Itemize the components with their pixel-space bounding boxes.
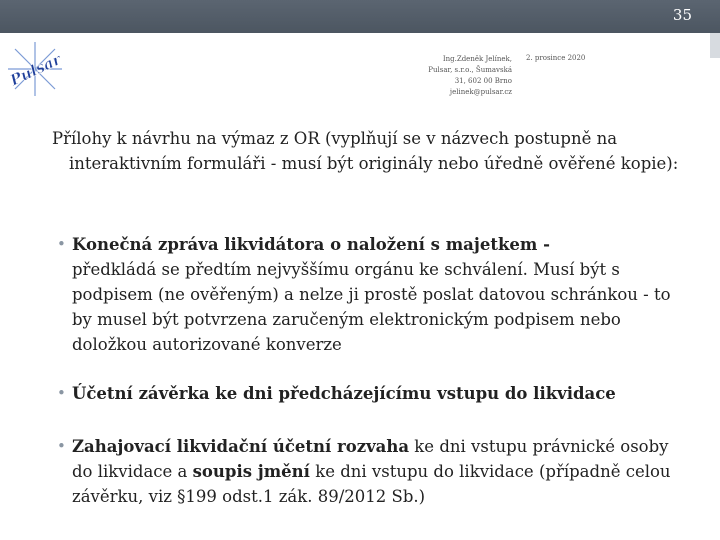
- bullet-item-final-report: [57, 232, 685, 357]
- top-bar: [0, 0, 720, 33]
- bullet-icon: •: [57, 235, 66, 253]
- intro-first-line: Přílohy k návrhu na výmaz z OR (vyplňují se v názvech postupně na: [52, 129, 618, 148]
- bullet-bold: soupis jmění: [192, 462, 310, 481]
- bullet-bold: Zahajovací likvidační účetní rozvaha: [72, 437, 410, 456]
- date: 2. prosince 2020: [526, 54, 586, 62]
- intro-continuation: interaktivním formuláři - musí být originály nebo úředně ověřené kopie):: [69, 154, 679, 173]
- bullet-item-financial-statement: [57, 381, 685, 406]
- bullet-icon: •: [57, 437, 66, 455]
- author-info: [380, 54, 512, 98]
- pulsar-logo: [6, 40, 64, 98]
- author-line: 31, 602 00 Brno: [454, 77, 512, 85]
- bullet-bold: Konečná zpráva likvidátora o naložení s majetkem -: [72, 235, 550, 254]
- right-stripe: [710, 33, 720, 58]
- author-line: Ing.Zdeněk Jelínek,: [442, 55, 512, 63]
- bullet-body: ke dni vstupu právnické osoby do likvidace a: [72, 437, 669, 481]
- bullet-body: ke dni vstupu do likvidace (případně celou závěrku, viz §199 odst.1 zák. 89/2012 Sb.): [72, 462, 671, 506]
- bullet-item-opening-balance: [57, 434, 685, 509]
- intro-paragraph: [52, 126, 692, 176]
- author-line: jelinek@pulsar.cz: [449, 88, 512, 96]
- author-line: Pulsar, s.r.o., Šumavská: [428, 66, 512, 74]
- bullet-icon: •: [57, 384, 66, 402]
- logo-text: Pulsar: [7, 50, 64, 90]
- bullet-body: předkládá se předtím nejvyššímu orgánu ke schválení. Musí být s podpisem (ne ověřeným) a nelze ji prostě poslat datovou schránkou - to by musel být potvrzena zaručeným elektronickým podpisem nebo doložkou autorizované konverze: [72, 260, 671, 354]
- bullet-bold: Účetní závěrka ke dni předcházejícímu vstupu do likvidace: [72, 384, 616, 403]
- slide-number: 35: [672, 6, 692, 24]
